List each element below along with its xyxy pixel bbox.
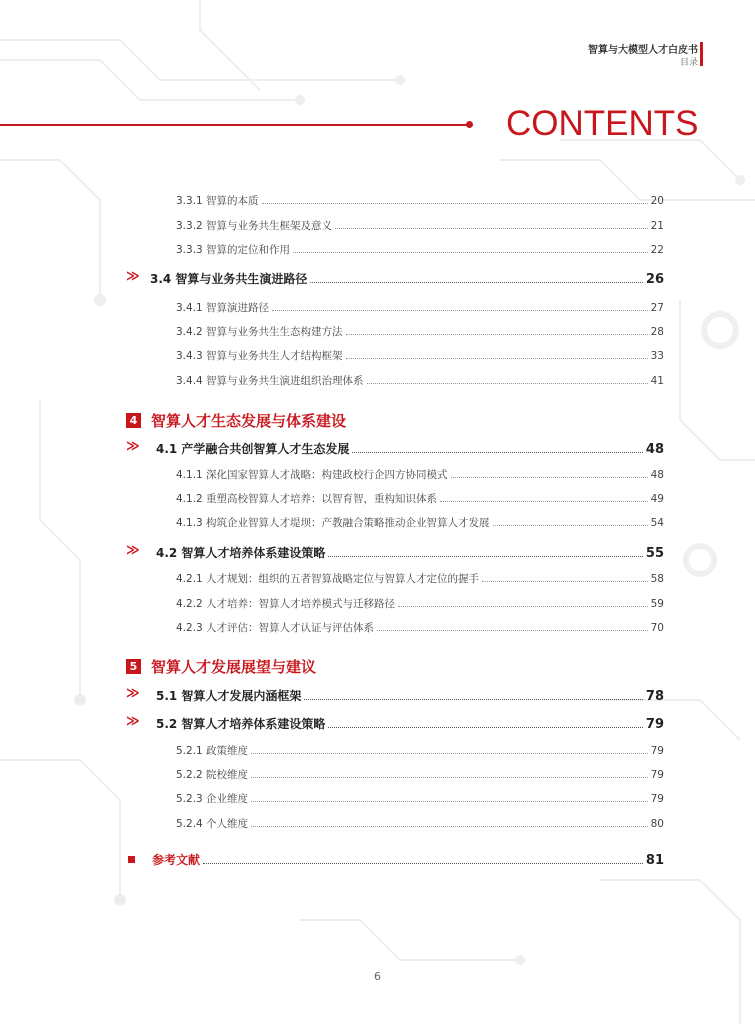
toc-entry-page: 55 xyxy=(645,546,664,561)
toc-entry-4-1-2[interactable] xyxy=(176,491,664,506)
dot-leader xyxy=(251,753,648,754)
chapter-number-badge: 4 xyxy=(126,413,141,428)
toc-entry-page: 59 xyxy=(650,598,664,610)
section-label: 目录 xyxy=(679,58,698,68)
toc-entry-page: 28 xyxy=(650,326,664,338)
toc-entry-page: 49 xyxy=(650,493,664,505)
chevron-right-icon: ≫ xyxy=(126,439,140,454)
dot-leader xyxy=(272,310,648,311)
toc-entry-3-4[interactable] xyxy=(150,270,664,287)
toc-entry-label: 3.4.1 智算演进路径 xyxy=(176,302,270,314)
toc-entry-3-3-2[interactable] xyxy=(176,218,664,233)
toc-entry-label: 3.4.4 智算与业务共生演进组织治理体系 xyxy=(176,375,364,387)
dot-leader xyxy=(451,477,648,478)
chevron-right-icon: ≫ xyxy=(126,269,140,284)
toc-entry-label: 5.2.1 政策维度 xyxy=(176,745,249,757)
dot-leader xyxy=(251,777,648,778)
toc-entry-label: 4.2.2 人才培养：智算人才培养模式与迁移路径 xyxy=(176,598,396,610)
document-title: 智算与大模型人才白皮书 xyxy=(588,45,698,56)
toc-entry-5-2-1[interactable] xyxy=(176,743,664,758)
dot-leader xyxy=(346,358,648,359)
toc-entry-references[interactable] xyxy=(152,851,664,868)
header-accent-bar xyxy=(700,42,703,66)
toc-entry-4-2[interactable] xyxy=(156,544,664,561)
chevron-right-icon: ≫ xyxy=(126,686,140,701)
dot-leader xyxy=(251,826,648,827)
toc-entry-page: 54 xyxy=(650,517,664,529)
dot-leader xyxy=(440,501,648,502)
chevron-right-icon: ≫ xyxy=(126,714,140,729)
toc-entry-label: 5.2 智算人才培养体系建设策略 xyxy=(156,717,326,731)
contents-rule-dot xyxy=(466,121,473,128)
toc-entry-5-1[interactable] xyxy=(156,687,664,704)
toc-entry-3-4-2[interactable] xyxy=(176,324,664,339)
toc-entry-3-3-3[interactable] xyxy=(176,242,664,257)
contents-heading: CONTENTS xyxy=(506,104,699,143)
toc-entry-5-2[interactable] xyxy=(156,715,664,732)
toc-entry-page: 78 xyxy=(645,689,664,704)
toc-entry-page: 33 xyxy=(650,350,664,362)
toc-entry-label: 5.2.3 企业维度 xyxy=(176,793,249,805)
toc-entry-4-1-1[interactable] xyxy=(176,467,664,482)
toc-entry-page: 48 xyxy=(650,469,664,481)
toc-entry-3-4-1[interactable] xyxy=(176,300,664,315)
toc-entry-4-2-3[interactable] xyxy=(176,620,664,635)
toc-entry-page: 79 xyxy=(650,745,664,757)
toc-entry-page: 79 xyxy=(650,769,664,781)
dot-leader xyxy=(398,606,648,607)
dot-leader xyxy=(262,203,648,204)
toc-entry-label: 3.3.1 智算的本质 xyxy=(176,195,259,207)
dot-leader xyxy=(335,228,648,229)
chapter-title: 智算人才发展展望与建议 xyxy=(151,658,317,676)
chapter-title: 智算人才生态发展与体系建设 xyxy=(151,412,347,430)
toc-entry-label: 4.1.3 构筑企业智算人才堤坝：产教融合策略推动企业智算人才发展 xyxy=(176,517,490,529)
chapter-number-badge: 5 xyxy=(126,659,141,674)
dot-leader xyxy=(203,863,643,864)
toc-entry-label: 4.2 智算人才培养体系建设策略 xyxy=(156,546,326,560)
dot-leader xyxy=(293,252,648,253)
dot-leader xyxy=(328,556,642,557)
toc-entry-page: 79 xyxy=(645,717,664,732)
toc-entry-4-1-3[interactable] xyxy=(176,515,664,530)
toc-entry-label: 5.2.4 个人维度 xyxy=(176,818,249,830)
toc-entry-page: 20 xyxy=(650,195,664,207)
dot-leader xyxy=(251,801,648,802)
dot-leader xyxy=(493,525,648,526)
toc-entry-label: 5.1 智算人才发展内涵框架 xyxy=(156,689,302,703)
toc-entry-page: 21 xyxy=(650,220,664,232)
toc-entry-page: 58 xyxy=(650,573,664,585)
toc-entry-label: 3.3.2 智算与业务共生框架及意义 xyxy=(176,220,333,232)
chapter-heading-5[interactable] xyxy=(126,656,316,677)
toc-entry-label: 3.3.3 智算的定位和作用 xyxy=(176,244,291,256)
toc-entry-page: 48 xyxy=(645,442,664,457)
toc-entry-5-2-4[interactable] xyxy=(176,816,664,831)
dot-leader xyxy=(367,383,648,384)
toc-entry-4-1[interactable] xyxy=(156,440,664,457)
toc-entry-page: 80 xyxy=(650,818,664,830)
toc-entry-label: 3.4.2 智算与业务共生生态构建方法 xyxy=(176,326,343,338)
dot-leader xyxy=(482,581,648,582)
dot-leader xyxy=(377,630,648,631)
toc-entry-label: 4.1.1 深化国家智算人才战略：构建政校行企四方协同模式 xyxy=(176,469,448,481)
toc-entry-page: 81 xyxy=(645,853,664,868)
dot-leader xyxy=(346,334,648,335)
chapter-heading-4[interactable] xyxy=(126,410,346,431)
toc-entry-page: 26 xyxy=(645,272,664,287)
toc-entry-3-3-1[interactable] xyxy=(176,193,664,208)
contents-rule xyxy=(0,124,470,126)
toc-entry-page: 79 xyxy=(650,793,664,805)
dot-leader xyxy=(310,282,642,283)
toc-entry-label: 4.2.3 人才评估：智算人才认证与评估体系 xyxy=(176,622,375,634)
toc-entry-page: 41 xyxy=(650,375,664,387)
toc-entry-label: 3.4.3 智算与业务共生人才结构框架 xyxy=(176,350,343,362)
toc-entry-5-2-3[interactable] xyxy=(176,791,664,806)
toc-entry-5-2-2[interactable] xyxy=(176,767,664,782)
toc-entry-page: 22 xyxy=(650,244,664,256)
toc-entry-label: 参考文献 xyxy=(152,853,201,867)
toc-entry-label: 4.1.2 重塑高校智算人才培养：以智育智，重构知识体系 xyxy=(176,493,438,505)
dot-leader xyxy=(328,727,642,728)
toc-entry-page: 27 xyxy=(650,302,664,314)
toc-entry-4-2-2[interactable] xyxy=(176,596,664,611)
page-number: 6 xyxy=(374,970,381,983)
toc-entry-label: 4.2.1 人才规划：组织的五者智算战略定位与智算人才定位的握手 xyxy=(176,573,480,585)
square-bullet-icon xyxy=(128,856,135,863)
toc-entry-3-4-3[interactable] xyxy=(176,348,664,363)
toc-entry-3-4-4[interactable] xyxy=(176,373,664,388)
toc-entry-label: 5.2.2 院校维度 xyxy=(176,769,249,781)
toc-entry-label: 4.1 产学融合共创智算人才生态发展 xyxy=(156,442,350,456)
toc-entry-label: 3.4 智算与业务共生演进路径 xyxy=(150,272,308,286)
dot-leader xyxy=(352,452,642,453)
toc-entry-4-2-1[interactable] xyxy=(176,571,664,586)
toc-entry-page: 70 xyxy=(650,622,664,634)
dot-leader xyxy=(304,699,642,700)
chevron-right-icon: ≫ xyxy=(126,543,140,558)
